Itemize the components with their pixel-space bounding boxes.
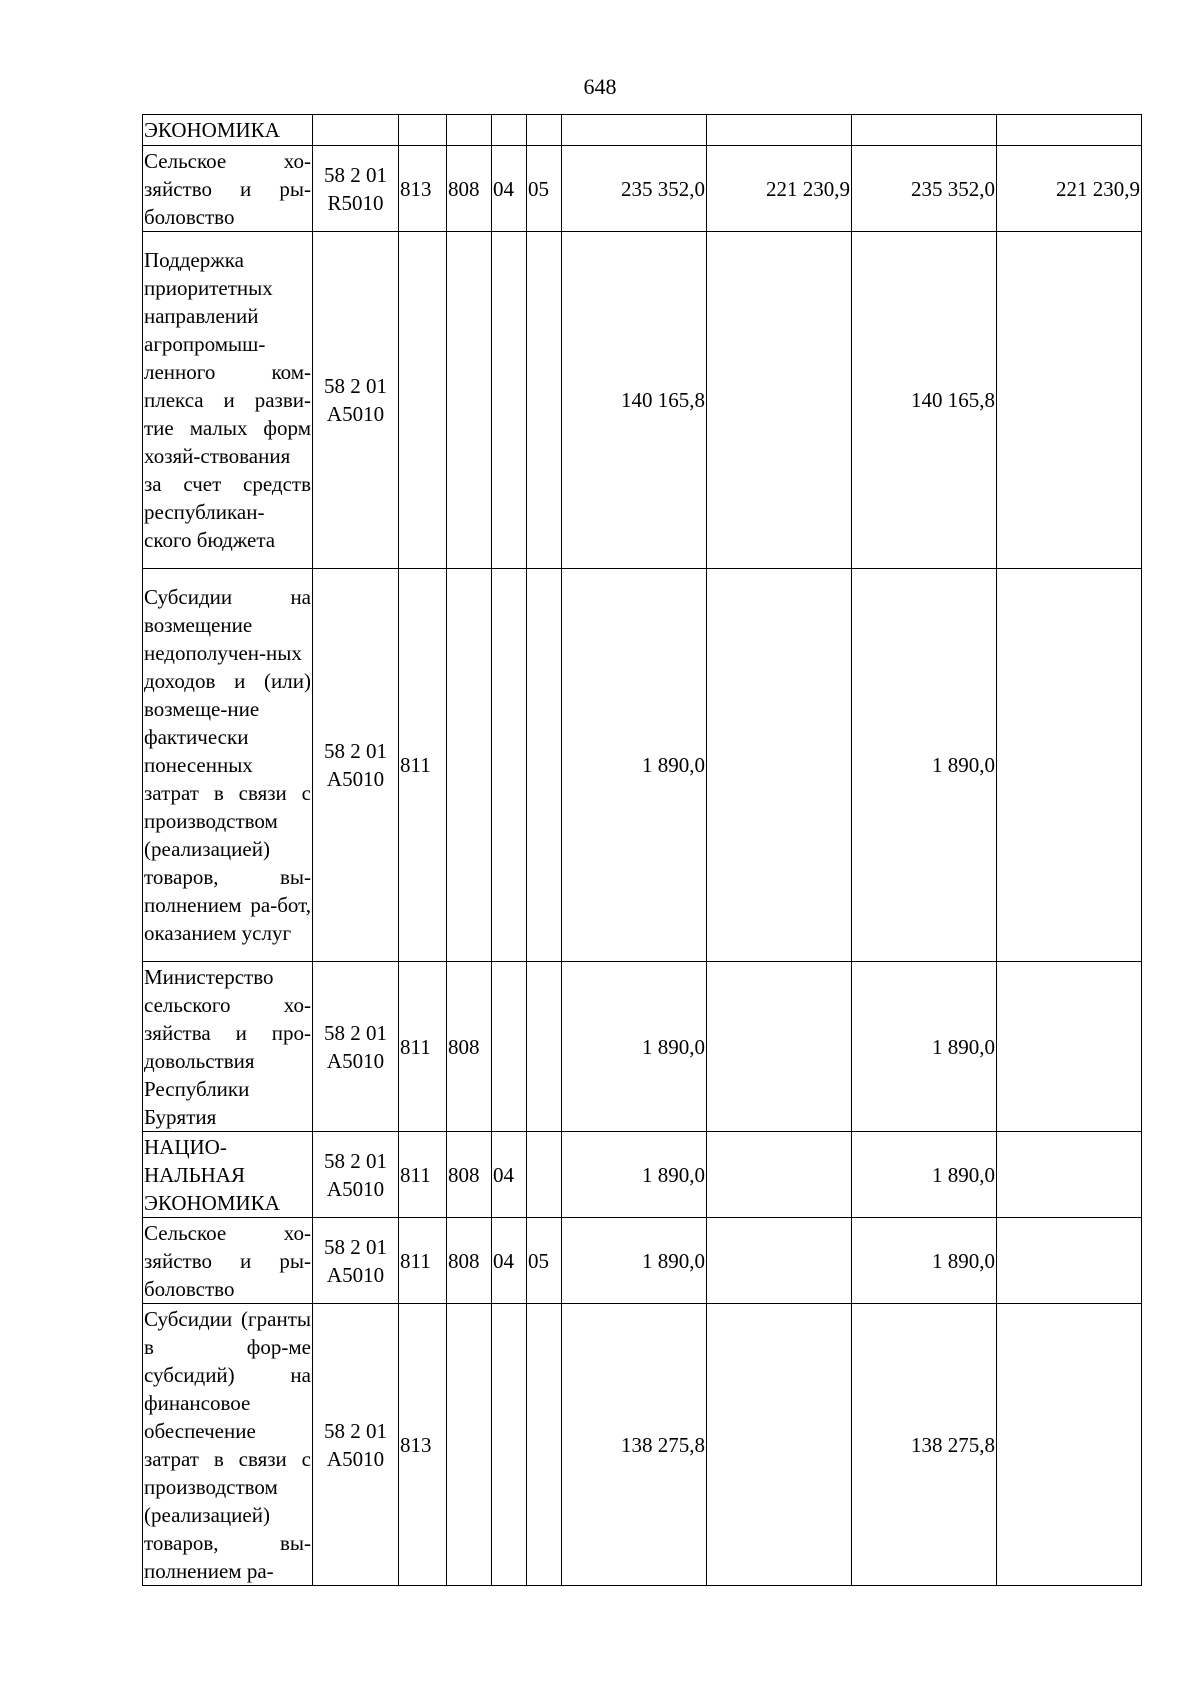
code-2 <box>447 232 492 569</box>
table-row <box>143 1218 1142 1304</box>
code-3 <box>492 962 527 1132</box>
amount-3: 138 275,8 <box>852 1304 997 1586</box>
amount-2: 221 230,9 <box>707 146 852 232</box>
table-row <box>143 1132 1142 1218</box>
row-description: Министерство сельского хо-зяйства и про-довольствия Республики Бурятия <box>143 962 313 1132</box>
program-code <box>313 115 399 146</box>
code-1: 811 <box>399 962 447 1132</box>
code-2: 808 <box>447 146 492 232</box>
amount-4 <box>997 232 1142 569</box>
code-1: 811 <box>399 569 447 962</box>
row-description: Сельское хо-зяйство и ры-боловство <box>143 1218 313 1304</box>
table-row <box>143 1304 1142 1586</box>
amount-2 <box>707 962 852 1132</box>
amount-3: 1 890,0 <box>852 962 997 1132</box>
program-code: 58 2 01 R5010 <box>313 146 399 232</box>
code-4 <box>527 115 562 146</box>
table-row <box>143 962 1142 1132</box>
amount-4 <box>997 1218 1142 1304</box>
amount-4 <box>997 962 1142 1132</box>
budget-table <box>142 114 1142 1586</box>
table-row <box>143 569 1142 962</box>
program-code: 58 2 01 A5010 <box>313 1132 399 1218</box>
page-number: 648 <box>583 74 617 99</box>
code-4 <box>527 1304 562 1586</box>
program-code: 58 2 01 A5010 <box>313 1304 399 1586</box>
row-description: Субсидии на возмещение недополучен-ных доходов и (или) возмеще-ние фактически понесенных затрат в связи с производством (реализацией) товаров, вы-полнением ра-бот, оказанием услуг <box>143 569 313 962</box>
amount-3: 1 890,0 <box>852 1132 997 1218</box>
program-code: 58 2 01 A5010 <box>313 962 399 1132</box>
amount-2 <box>707 1218 852 1304</box>
amount-4 <box>997 1304 1142 1586</box>
code-3 <box>492 115 527 146</box>
row-description: Сельское хо-зяйство и ры-боловство <box>143 146 313 232</box>
amount-2 <box>707 1304 852 1586</box>
amount-4 <box>997 1132 1142 1218</box>
code-1: 813 <box>399 146 447 232</box>
code-4 <box>527 569 562 962</box>
code-3 <box>492 232 527 569</box>
code-3: 04 <box>492 146 527 232</box>
amount-1: 235 352,0 <box>562 146 707 232</box>
amount-1: 138 275,8 <box>562 1304 707 1586</box>
code-2: 808 <box>447 962 492 1132</box>
code-1: 811 <box>399 1218 447 1304</box>
amount-3: 235 352,0 <box>852 146 997 232</box>
amount-1: 1 890,0 <box>562 962 707 1132</box>
code-2 <box>447 1304 492 1586</box>
row-description: НАЦИО-НАЛЬНАЯ ЭКОНОМИКА <box>143 1132 313 1218</box>
program-code: 58 2 01 A5010 <box>313 569 399 962</box>
amount-4 <box>997 569 1142 962</box>
code-1 <box>399 115 447 146</box>
amount-3: 1 890,0 <box>852 1218 997 1304</box>
table-row <box>143 146 1142 232</box>
amount-2 <box>707 1132 852 1218</box>
code-4: 05 <box>527 1218 562 1304</box>
amount-1: 1 890,0 <box>562 1218 707 1304</box>
amount-2 <box>707 569 852 962</box>
amount-3: 1 890,0 <box>852 569 997 962</box>
code-4: 05 <box>527 146 562 232</box>
amount-4 <box>997 115 1142 146</box>
code-1: 811 <box>399 1132 447 1218</box>
code-3: 04 <box>492 1132 527 1218</box>
amount-1: 1 890,0 <box>562 1132 707 1218</box>
amount-1: 140 165,8 <box>562 232 707 569</box>
code-4 <box>527 232 562 569</box>
code-1 <box>399 232 447 569</box>
code-2 <box>447 115 492 146</box>
amount-1: 1 890,0 <box>562 569 707 962</box>
table-row <box>143 232 1142 569</box>
amount-3 <box>852 115 997 146</box>
table-row <box>143 115 1142 146</box>
code-2 <box>447 569 492 962</box>
code-1: 813 <box>399 1304 447 1586</box>
code-3 <box>492 569 527 962</box>
code-2: 808 <box>447 1218 492 1304</box>
code-4 <box>527 1132 562 1218</box>
amount-3: 140 165,8 <box>852 232 997 569</box>
row-description: Субсидии (гранты в фор-ме субсидий) на финансовое обеспечение затрат в связи с производством (реализацией) товаров, вы-полнением ра- <box>143 1304 313 1586</box>
code-4 <box>527 962 562 1132</box>
amount-2 <box>707 232 852 569</box>
code-3: 04 <box>492 1218 527 1304</box>
code-2: 808 <box>447 1132 492 1218</box>
code-3 <box>492 1304 527 1586</box>
row-description: Поддержка приоритетных направлений агропромыш-ленного ком-плекса и разви-тие малых форм хозяй-ствования за счет средств республикан-ского бюджета <box>143 232 313 569</box>
amount-1 <box>562 115 707 146</box>
amount-4: 221 230,9 <box>997 146 1142 232</box>
program-code: 58 2 01 A5010 <box>313 1218 399 1304</box>
row-description: ЭКОНОМИКА <box>143 115 313 146</box>
program-code: 58 2 01 A5010 <box>313 232 399 569</box>
amount-2 <box>707 115 852 146</box>
